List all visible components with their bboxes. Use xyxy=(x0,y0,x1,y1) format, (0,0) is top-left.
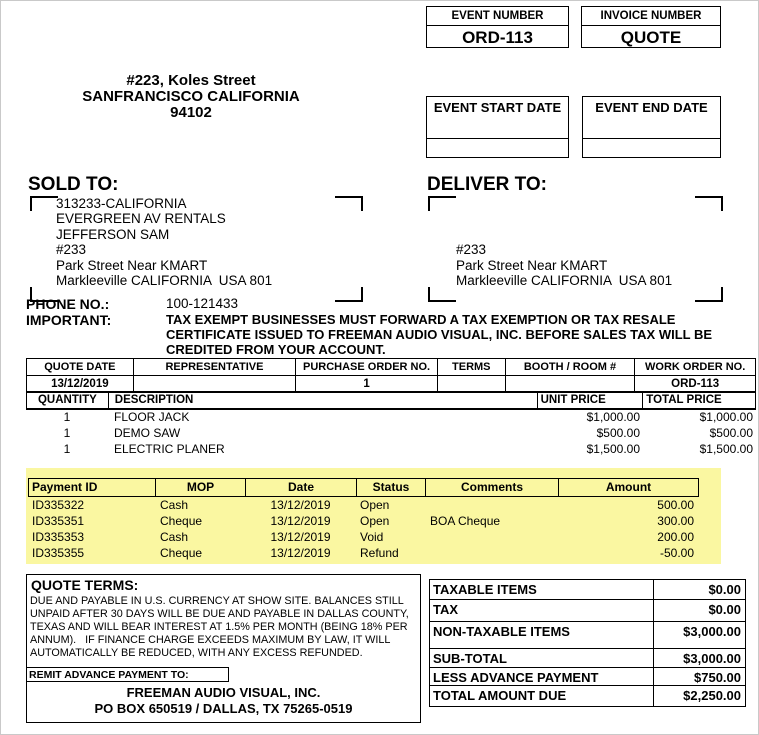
sold-to-address xyxy=(56,196,336,288)
item-row xyxy=(26,426,756,442)
quote-terms-line: DUE AND PAYABLE IN U.S. CURRENCY AT SHOW SITE. BALANCES STILL xyxy=(30,595,404,607)
column-header: MOP xyxy=(156,479,246,496)
payment-comments xyxy=(425,546,558,562)
invoice-number-label: INVOICE NUMBER xyxy=(582,7,720,26)
order-info-table xyxy=(26,358,756,392)
item-description: ELECTRIC PLANER xyxy=(114,442,225,456)
item-unit-price: $500.00 xyxy=(596,426,640,440)
item-row xyxy=(26,442,756,458)
column-header: BOOTH / ROOM # xyxy=(506,359,636,375)
crop-mark xyxy=(335,196,363,211)
company-address-line: SANFRANCISCO CALIFORNIA xyxy=(82,88,300,105)
crop-mark xyxy=(428,287,456,302)
item-description: DEMO SAW xyxy=(114,426,181,440)
payment-date: 13/12/2019 xyxy=(270,498,331,512)
phone-value: 100-121433 xyxy=(166,296,239,311)
totals-row xyxy=(430,580,745,600)
totals-value: $0.00 xyxy=(708,582,741,597)
important-label: IMPORTANT: xyxy=(26,312,112,328)
deliver-to-line xyxy=(456,211,706,226)
payment-row xyxy=(28,498,697,514)
event-number-label: EVENT NUMBER xyxy=(427,7,568,26)
column-header: Status xyxy=(357,479,426,496)
payment-id: ID335353 xyxy=(32,530,85,544)
payments-header-row xyxy=(28,478,699,497)
invoice-number-box xyxy=(581,6,721,48)
totals-row xyxy=(430,649,745,668)
item-qty: 1 xyxy=(63,426,71,440)
deliver-to-line: Markleeville CALIFORNIA USA 801 xyxy=(456,272,673,288)
payment-date: 13/12/2019 xyxy=(270,546,331,560)
items-header-row xyxy=(26,391,756,410)
divider xyxy=(427,138,568,139)
event-number-box xyxy=(426,6,569,48)
column-header: Date xyxy=(246,479,357,496)
payment-amount: 200.00 xyxy=(657,530,694,544)
company-address xyxy=(31,73,351,121)
column-header: REPRESENTATIVE xyxy=(134,359,297,375)
deliver-to-line xyxy=(456,196,706,211)
column-header: TERMS xyxy=(438,359,506,375)
payment-date: 13/12/2019 xyxy=(270,514,331,528)
payment-id: ID335355 xyxy=(32,546,85,560)
work-order-value: ORD-113 xyxy=(671,378,720,390)
payment-id: ID335351 xyxy=(32,514,85,528)
quote-date-value: 13/12/2019 xyxy=(27,376,134,392)
remit-payee-line: PO BOX 650519 / DALLAS, TX 75265-0519 xyxy=(94,700,353,716)
column-header: TOTAL PRICE xyxy=(646,394,722,406)
payment-status: Open xyxy=(360,514,390,528)
remit-advance-label: REMIT ADVANCE PAYMENT TO: xyxy=(26,667,229,682)
totals-label: LESS ADVANCE PAYMENT xyxy=(430,668,654,685)
event-end-date-label: EVENT END DATE xyxy=(595,100,708,115)
phone-label: PHONE NO.: xyxy=(26,296,110,312)
event-start-date-label: EVENT START DATE xyxy=(433,100,562,115)
deliver-to-line: #233 xyxy=(456,242,487,258)
item-description: FLOOR JACK xyxy=(114,410,190,424)
column-header: QUOTE DATE xyxy=(27,359,134,375)
deliver-to-line: Park Street Near KMART xyxy=(456,257,608,273)
totals-label: TOTAL AMOUNT DUE xyxy=(430,686,654,706)
totals-value: $750.00 xyxy=(694,670,741,685)
column-header: Comments xyxy=(426,479,559,496)
totals-label: TAXABLE ITEMS xyxy=(430,580,654,599)
invoice-number-value: QUOTE xyxy=(620,28,682,47)
order-info-value-row xyxy=(27,376,755,392)
event-end-date-box xyxy=(582,96,721,158)
totals-label: SUB-TOTAL xyxy=(430,649,654,667)
totals-value: $3,000.00 xyxy=(683,651,741,666)
payment-date: 13/12/2019 xyxy=(270,530,331,544)
column-header: WORK ORDER NO. xyxy=(645,361,746,373)
quote-terms-line: TEXAS AND WILL BEAR INTEREST AT 1.5% PER MONTH (BEING 18% PER xyxy=(30,621,408,633)
order-info-header-row xyxy=(27,359,755,376)
totals-label: NON-TAXABLE ITEMS xyxy=(430,622,654,648)
quote-terms-line: ANNUM). IF FINANCE CHARGE EXCEEDS MAXIMUM BY LAW, IT WILL xyxy=(30,634,391,646)
payment-row xyxy=(28,530,697,546)
booth-room-value xyxy=(506,376,636,392)
important-text-line: CERTIFICATE ISSUED TO FREEMAN AUDIO VISUAL, INC. BEFORE SALES TAX WILL BE xyxy=(166,327,713,343)
payment-mop: Cheque xyxy=(160,514,203,528)
sold-to-line: #233 xyxy=(56,242,87,258)
payment-row xyxy=(28,514,697,530)
sold-to-heading: SOLD TO: xyxy=(28,174,119,195)
crop-mark xyxy=(30,196,58,211)
item-unit-price: $1,500.00 xyxy=(586,442,640,456)
payment-comments xyxy=(425,498,558,514)
item-qty: 1 xyxy=(63,410,71,424)
representative-value xyxy=(134,376,297,392)
quote-terms-text xyxy=(27,595,420,660)
payment-status: Open xyxy=(360,498,390,512)
item-total-price: $1,500.00 xyxy=(699,442,753,456)
company-address-line: 94102 xyxy=(170,104,212,121)
totals-table xyxy=(429,579,746,707)
totals-value: $2,250.00 xyxy=(683,688,741,703)
deliver-to-heading: DELIVER TO: xyxy=(427,174,547,195)
column-header: DESCRIPTION xyxy=(109,393,538,408)
remit-payee xyxy=(26,685,421,716)
sold-to-line: Park Street Near KMART xyxy=(56,257,208,273)
purchase-order-value: 1 xyxy=(296,376,438,392)
totals-value: $3,000.00 xyxy=(683,624,741,639)
sold-to-line: JEFFERSON SAM xyxy=(56,226,170,242)
item-row xyxy=(26,410,756,426)
event-start-date-box xyxy=(426,96,569,158)
important-text-line: TAX EXEMPT BUSINESSES MUST FORWARD A TAX EXEMPTION OR TAX RESALE xyxy=(166,312,676,327)
terms-value xyxy=(438,376,506,392)
column-header: Payment ID xyxy=(29,479,156,496)
totals-row xyxy=(430,686,745,706)
payment-row xyxy=(28,546,697,562)
event-number-value: ORD-113 xyxy=(462,28,533,47)
company-address-line: #223, Koles Street xyxy=(126,72,256,89)
payment-status: Refund xyxy=(360,546,399,560)
column-header: Amount xyxy=(605,480,652,494)
payment-mop: Cash xyxy=(160,498,189,512)
totals-label: TAX xyxy=(430,600,654,621)
crop-mark xyxy=(335,287,363,302)
deliver-to-address xyxy=(456,196,706,288)
important-text-line: CREDITED FROM YOUR ACCOUNT. xyxy=(166,342,386,358)
payment-amount: 500.00 xyxy=(657,498,694,512)
sold-to-line: EVERGREEN AV RENTALS xyxy=(56,211,226,227)
payment-comments xyxy=(425,530,558,546)
crop-mark xyxy=(428,196,456,211)
quote-terms-line: UNPAID AFTER 30 DAYS WILL BE DUE AND PAYABLE IN DALLAS COUNTY, xyxy=(30,608,409,620)
payment-amount: -50.00 xyxy=(659,546,694,560)
divider xyxy=(583,138,720,139)
column-header: QUANTITY xyxy=(27,393,109,408)
quote-terms-line: AUTOMATICALLY BE REDUCED, WITH ANY EXCESS REFUNDED. xyxy=(30,647,363,659)
sold-to-line: 313233-CALIFORNIA xyxy=(56,196,187,211)
column-header: PURCHASE ORDER NO. xyxy=(296,359,438,375)
remit-payee-line: FREEMAN AUDIO VISUAL, INC. xyxy=(126,685,321,700)
column-header: UNIT PRICE xyxy=(538,393,644,408)
totals-row xyxy=(430,622,745,649)
totals-row xyxy=(430,668,745,686)
payment-amount: 300.00 xyxy=(657,514,694,528)
totals-value: $0.00 xyxy=(708,602,741,617)
sold-to-line: Markleeville CALIFORNIA USA 801 xyxy=(56,273,273,289)
payment-id: ID335322 xyxy=(32,498,85,512)
crop-mark xyxy=(695,287,723,302)
totals-row xyxy=(430,600,745,622)
item-unit-price: $1,000.00 xyxy=(586,410,640,424)
important-text xyxy=(166,312,756,358)
item-qty: 1 xyxy=(63,442,71,456)
payment-mop: Cash xyxy=(160,530,189,544)
item-total-price: $1,000.00 xyxy=(699,410,753,424)
deliver-to-line xyxy=(456,227,706,242)
quote-terms-heading: QUOTE TERMS: xyxy=(31,577,139,593)
payment-mop: Cheque xyxy=(160,546,203,560)
payment-comments: BOA Cheque xyxy=(430,514,501,528)
item-total-price: $500.00 xyxy=(709,426,753,440)
payment-status: Void xyxy=(360,530,384,544)
